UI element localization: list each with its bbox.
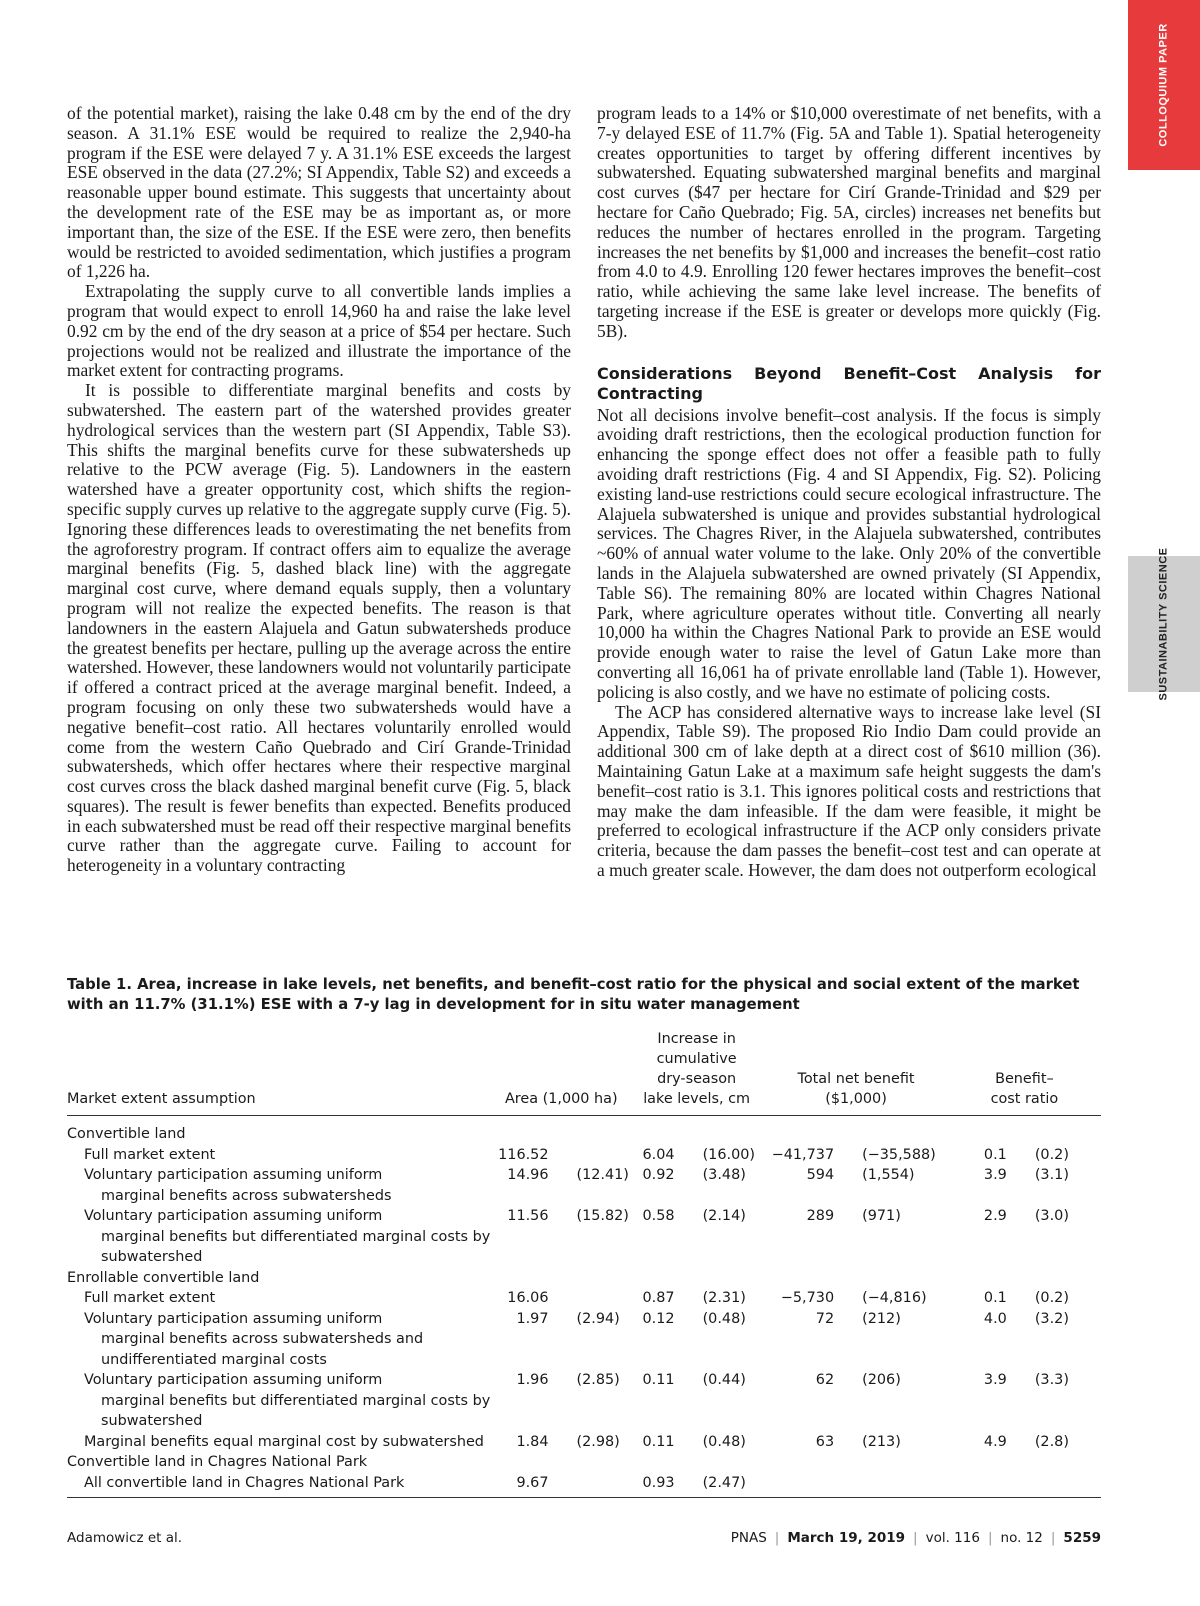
paragraph: Not all decisions involve benefit–cost analysis. If the focus is simply avoiding draft restrictions, then the ecological production function for enhancing the sponge effect does not offer a feasible path to fully avoiding draft restrictions (Fig. 4 and SI Appendix, Fig. S2). Policing existing land-use restrictions could secure ecological infrastructure. The Alajuela subwatershed is unique and provides substantial hydrological services. The Chagres River, in the Alajuela subwatershed, contributes ~60% of annual water volume to the lake. Only 20% of the convertible lands in the Alajuela subwatershed are owned privately (SI Appendix, Table S6). The remaining 80% are located within Chagres National Park, where agriculture operates without title. Converting all nearly 10,000 ha within the Chagres National Park to provide an ESE would provide enough water to raise the level of Gatun Lake more than converting all 16,061 ha of private enrollable land (Table 1). However, policing is also costly, and we have no estimate of policing costs. [597, 404, 1101, 702]
table-group-row [67, 1116, 1101, 1145]
table-row [67, 1370, 1101, 1432]
row-label-text: Voluntary participation assuming uniform [84, 1310, 383, 1327]
net-benefit-value: 72 [815, 1310, 835, 1327]
area-value: 11.56 [507, 1208, 549, 1224]
lake-increase-value: 0.11 [642, 1433, 675, 1450]
row-label-text: Voluntary participation assuming uniform [84, 1372, 383, 1388]
footer-issue: no. 12 [1000, 1530, 1043, 1546]
group-title: Convertible land in Chagres National Park [67, 1454, 368, 1470]
row-label-text: Marginal benefits equal marginal cost by subwatershed [84, 1433, 484, 1450]
net-benefit-value: 63 [815, 1433, 835, 1450]
table-row [67, 1165, 1101, 1206]
colloquium-paper-label: COLLOQUIUM PAPER [1157, 23, 1170, 147]
row-label [67, 1206, 494, 1268]
sustainability-science-tab [1128, 547, 1200, 701]
area-value: 16.06 [507, 1290, 549, 1306]
lake-increase-value: 6.04 [642, 1146, 675, 1163]
net-benefit-value: 289 [806, 1208, 835, 1224]
row-label [67, 1288, 494, 1309]
row-label-continuation: marginal benefits but differentiated marginal costs by subwatershed [101, 1228, 491, 1265]
ratio-value: 4.9 [983, 1433, 1007, 1450]
net-benefit-alt-value: (212) [862, 1310, 901, 1327]
net-benefit-alt-value: (−35,588) [862, 1146, 936, 1163]
paragraph: The ACP has considered alternative ways to increase lake level (SI Appendix, Table S9). The proposed Rio Indio Dam could provide an additional 300 cm of lake depth at a direct cost of $610 million (36). Maintaining Gatun Lake at a maximum safe height suggests the dam's benefit–cost ratio is 3.1. This ignores political costs and restrictions that may make the dam infeasible. If the dam were feasible, it might be preferred to ecological infrastructure if the ACP only considers private criteria, because the dam passes the benefit–cost test and can operate at a much greater scale. However, the dam does not outperform ecological [597, 701, 1101, 880]
colloquium-paper-tab [1128, 0, 1200, 170]
header-net-benefit: Total net benefit ($1,000) [764, 1029, 947, 1116]
row-label [67, 1145, 494, 1166]
row-label [67, 1473, 494, 1498]
header-area: Area (1,000 ha) [494, 1029, 629, 1116]
paragraph: Extrapolating the supply curve to all convertible lands implies a program that would expect to enroll 14,960 ha and raise the lake level 0.92 cm by the end of the dry season at a price of $54 per hectare. Such projections would not be realized and illustrate the importance of the market extent for contracting programs. [67, 281, 571, 381]
page-footer [67, 1530, 1101, 1546]
row-label [67, 1370, 494, 1432]
footer-date: March 19, 2019 [787, 1530, 906, 1546]
ratio-alt-value: (3.1) [1034, 1167, 1069, 1183]
lake-increase-value: 0.12 [642, 1310, 675, 1327]
right-text-column [597, 104, 1101, 881]
table-row [67, 1473, 1101, 1498]
net-benefit-alt-value: (−4,816) [862, 1290, 927, 1306]
paragraph: It is possible to differentiate marginal benefits and costs by subwatershed. The eastern part of the watershed provides greater hydrological services than the western part (SI Appendix, Table S3). This shifts the marginal benefits curve for these subwatersheds up relative to the PCW average (Fig. 5). Landowners in the eastern watershed have a greater opportunity cost, which shifts the region-specific supply curves up relative to the aggregate supply curve (Fig. 5). Ignoring these differences leads to overestimating the net benefits from the agroforestry program. If contract offers aim to equalize the average marginal benefits (Fig. 5, dashed black line) with the aggregate marginal cost curve, where demand equals supply, then a voluntary program will not realize the expected benefits. The reason is that landowners in the eastern Alajuela and Gatun subwatersheds produce the greatest benefits per hectare, pulling up the average across the entire watershed. However, these landowners would not voluntarily participate if offered a contract priced at the average marginal benefit. Indeed, a program focusing on only these two subwatersheds would have a negative benefit–cost ratio. All hectares voluntarily enrolled would come from the western Caño Quebrado and Cirí Grande-Trinidad subwatersheds, which offer hectares where their respective marginal cost curves cross the black dashed marginal benefit curve (Fig. 5, black squares). The result is fewer benefits than expected. Benefits produced in each subwatershed must be read off their respective marginal benefits curve rather than the aggregate curve. Failing to account for heterogeneity in a voluntary contracting [67, 380, 571, 876]
lake-increase-alt-value: (0.48) [702, 1310, 746, 1327]
row-label-continuation: marginal benefits but differentiated marginal costs by subwatershed [101, 1392, 491, 1429]
lake-increase-alt-value: (2.31) [702, 1290, 746, 1306]
row-label-text: All convertible land in Chagres National Park [84, 1474, 405, 1491]
section-heading: Considerations Beyond Benefit–Cost Analysis for Contracting [597, 363, 1101, 403]
ratio-value: 3.9 [983, 1167, 1007, 1183]
row-label-text: Full market extent [84, 1146, 216, 1163]
sustainability-science-label: SUSTAINABILITY SCIENCE [1157, 547, 1170, 701]
lake-increase-value: 0.92 [642, 1167, 675, 1183]
footer-citation: PNAS | March 19, 2019 | vol. 116 | no. 12 | 5259 [730, 1530, 1101, 1546]
area-value: 1.96 [516, 1372, 549, 1388]
table-row [67, 1145, 1101, 1166]
row-label-continuation: marginal benefits across subwatersheds and undifferentiated marginal costs [101, 1331, 424, 1368]
header-lake-increase: Increase in cumulative dry-season lake levels, cm [629, 1029, 764, 1116]
area-alt-value [549, 1288, 629, 1309]
footer-authors: Adamowicz et al. [67, 1530, 183, 1546]
area-alt-value: (12.41) [576, 1167, 629, 1183]
lake-increase-alt-value: (0.44) [702, 1372, 746, 1388]
header-market-extent: Market extent assumption [67, 1029, 494, 1116]
net-benefit-alt-value: (206) [862, 1372, 901, 1388]
table-row [67, 1206, 1101, 1268]
net-benefit-alt-value: (213) [862, 1433, 901, 1450]
row-label [67, 1165, 494, 1206]
row-label-text: Voluntary participation assuming uniform [84, 1208, 383, 1224]
area-alt-value [549, 1473, 629, 1498]
ratio-value: 3.9 [983, 1372, 1007, 1388]
header-benefit-cost-ratio: Benefit–cost ratio [948, 1029, 1101, 1116]
ratio-alt-value: (3.3) [1034, 1372, 1069, 1388]
net-benefit-value [764, 1473, 834, 1498]
left-text-column [67, 104, 571, 876]
area-alt-value: (2.85) [576, 1372, 620, 1388]
area-alt-value: (2.94) [576, 1310, 620, 1327]
results-table [67, 1029, 1101, 1498]
footer-page: 5259 [1063, 1530, 1101, 1546]
area-alt-value [549, 1145, 629, 1166]
ratio-alt-value: (0.2) [1034, 1290, 1069, 1306]
net-benefit-alt-value [834, 1473, 948, 1498]
area-value: 1.84 [516, 1433, 549, 1450]
row-label-text: Voluntary participation assuming uniform [84, 1167, 383, 1183]
ratio-value [948, 1473, 1007, 1498]
area-alt-value: (15.82) [576, 1208, 629, 1224]
area-value: 116.52 [498, 1146, 549, 1163]
area-value: 9.67 [494, 1473, 549, 1498]
area-value: 14.96 [507, 1167, 549, 1183]
ratio-alt-value: (3.0) [1034, 1208, 1069, 1224]
net-benefit-value: −41,737 [771, 1146, 835, 1163]
area-alt-value: (2.98) [576, 1433, 620, 1450]
paragraph: of the potential market), raising the lake 0.48 cm by the end of the dry season. A 31.1% ESE would be required to realize the 2,940-ha program if the ESE were delayed 7 y. A 31.1% ESE exceeds the largest ESE observed in the data (27.2%; SI Appendix, Table S2) and exceeds a reasonable upper bound estimate. This suggests that uncertainty about the development rate of the ESE may be as important as, or more important than, the size of the ESE. If the ESE were zero, then benefits would be restricted to avoided sedimentation, which justifies a program of 1,226 ha. [67, 103, 571, 282]
footer-journal: PNAS [730, 1530, 767, 1546]
table-row [67, 1288, 1101, 1309]
row-label-text: Full market extent [84, 1290, 216, 1306]
table-group-row [67, 1452, 1101, 1473]
ratio-alt-value: (2.8) [1034, 1433, 1069, 1450]
row-label [67, 1432, 494, 1453]
lake-increase-value: 0.87 [642, 1290, 675, 1306]
table-1 [67, 975, 1101, 1498]
group-title: Convertible land [67, 1126, 186, 1142]
table-row [67, 1432, 1101, 1453]
lake-increase-value: 0.93 [629, 1473, 675, 1498]
ratio-value: 2.9 [983, 1208, 1007, 1224]
ratio-alt-value [1007, 1473, 1101, 1498]
lake-increase-value: 0.11 [642, 1372, 675, 1388]
lake-increase-value: 0.58 [642, 1208, 675, 1224]
net-benefit-value: 594 [806, 1167, 835, 1183]
ratio-value: 0.1 [983, 1290, 1007, 1306]
table-caption: Table 1. Area, increase in lake levels, net benefits, and benefit–cost ratio for the physical and social extent of the market with an 11.7% (31.1%) ESE with a 7-y lag in development for in situ water management [67, 976, 1080, 1013]
group-title: Enrollable convertible land [67, 1269, 260, 1286]
lake-increase-alt-value: (2.47) [675, 1473, 765, 1498]
footer-volume: vol. 116 [925, 1530, 980, 1546]
table-row [67, 1309, 1101, 1371]
net-benefit-alt-value: (971) [862, 1208, 901, 1224]
net-benefit-value: 62 [815, 1372, 835, 1388]
net-benefit-alt-value: (1,554) [862, 1167, 915, 1183]
net-benefit-value: −5,730 [780, 1290, 835, 1306]
ratio-alt-value: (0.2) [1034, 1146, 1069, 1163]
row-label [67, 1309, 494, 1371]
paragraph: program leads to a 14% or $10,000 overestimate of net benefits, with a 7-y delayed ESE of 11.7% (Fig. 5A and Table 1). Spatial heterogeneity creates opportunities to target by offering different incentives by subwatershed. Equating subwatershed marginal benefits and marginal cost curves ($47 per hectare for Cirí Grande-Trinidad and $29 per hectare for Caño Quebrado; Fig. 5A, circles) increases net benefits but reduces the number of hectares enrolled in the program. Targeting increases the net benefits by $1,000 and increases the benefit–cost ratio from 4.0 to 4.9. Enrolling 120 fewer hectares improves the benefit–cost ratio, while achieving the same lake level increase. The benefits of targeting increase if the ESE is greater or develops more quickly (Fig. 5B). [597, 103, 1101, 341]
row-label-continuation: marginal benefits across subwatersheds [101, 1187, 392, 1204]
table-group-row [67, 1268, 1101, 1289]
lake-increase-alt-value: (16.00) [702, 1146, 755, 1163]
ratio-alt-value: (3.2) [1034, 1310, 1069, 1327]
area-value: 1.97 [516, 1310, 549, 1327]
table-body [67, 1116, 1101, 1498]
ratio-value: 4.0 [983, 1310, 1007, 1327]
ratio-value: 0.1 [983, 1146, 1007, 1163]
lake-increase-alt-value: (2.14) [702, 1208, 746, 1224]
lake-increase-alt-value: (0.48) [702, 1433, 746, 1450]
lake-increase-alt-value: (3.48) [702, 1167, 746, 1183]
